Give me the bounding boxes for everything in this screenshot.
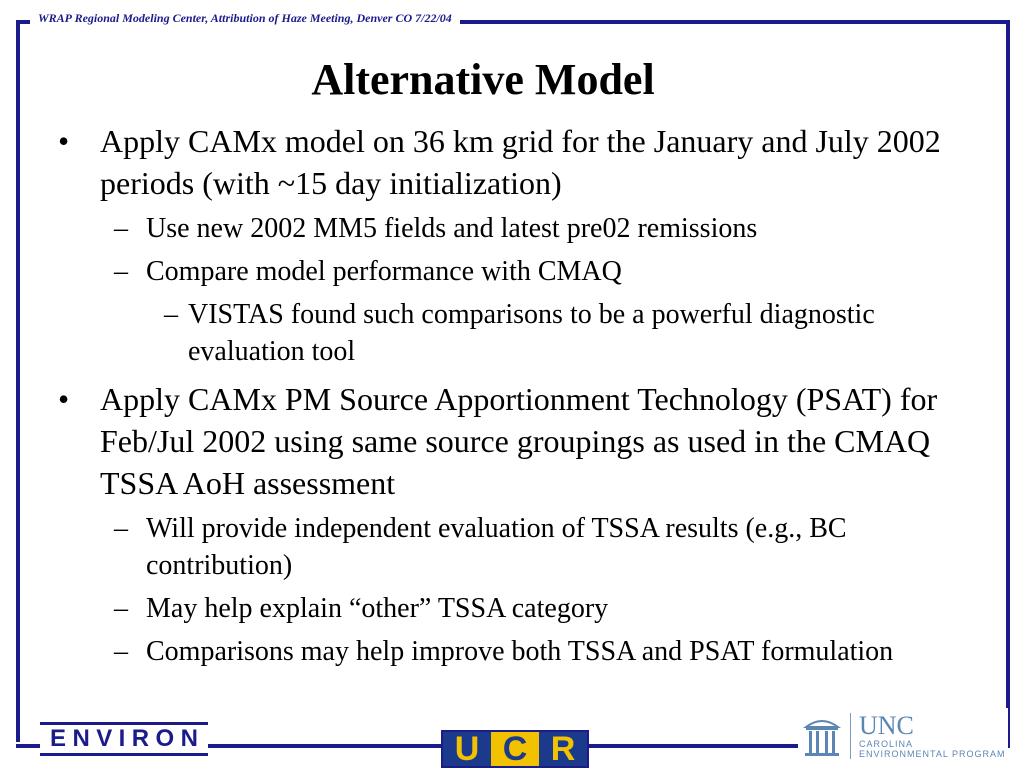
environ-logo	[40, 722, 208, 756]
dash-marker: –	[114, 256, 128, 287]
bullet-1-sub-1	[106, 210, 978, 247]
bullet-2-sub-1-text: Will provide independent evaluation of TSSA results (e.g., BC contribution)	[146, 513, 847, 581]
bullet-2-sub-3-text: Comparisons may help improve both TSSA and PSAT formulation	[146, 636, 894, 667]
environ-letter: I	[118, 725, 126, 752]
bullet-1-sub-2-sub-1-text: VISTAS found such comparisons to be a powerful diagnostic evaluation tool	[188, 299, 875, 367]
dash-marker: –	[114, 213, 128, 244]
bullet-2-sub-2-text: May help explain “other” TSSA category	[146, 593, 609, 624]
environ-letter: N	[72, 725, 90, 752]
ucr-letter-u: U	[443, 732, 491, 766]
unc-name: UNC	[859, 711, 914, 740]
slide-content	[58, 120, 978, 670]
ucr-logo	[441, 730, 589, 768]
ucr-letter-c: C	[491, 732, 539, 766]
bullet-1	[58, 120, 978, 204]
bullet-2	[58, 378, 978, 504]
slide-title: Alternative Model	[311, 55, 655, 104]
bullet-marker: •	[58, 381, 70, 417]
unc-line-1: CAROLINA	[859, 739, 914, 749]
environ-letter: E	[50, 725, 67, 752]
bullet-1-sub-2-text: Compare model performance with CMAQ	[146, 256, 622, 287]
bullet-2-text: Apply CAMx PM Source Apportionment Technology (PSAT) for Feb/Jul 2002 using same source groupings as used in the CMAQ TSSA AoH assessment	[100, 381, 938, 501]
slide-header: WRAP Regional Modeling Center, Attribution of Haze Meeting, Denver CO 7/22/04	[30, 11, 460, 26]
environ-letter: V	[96, 725, 113, 752]
old-well-icon	[802, 713, 842, 759]
environ-letter: R	[131, 725, 150, 752]
environ-letter: N	[180, 725, 198, 752]
bullet-1-sub-2	[106, 253, 978, 290]
bullet-2-sub-3	[106, 633, 978, 670]
unc-text	[859, 713, 1006, 759]
unc-line-2: ENVIRONMENTAL PROGRAM	[859, 749, 1006, 759]
dash-marker: –	[114, 513, 128, 544]
environ-letter: O	[155, 725, 175, 752]
dash-marker: –	[114, 593, 128, 624]
bullet-2-sub-1	[106, 510, 978, 584]
frame-right	[1006, 20, 1010, 748]
bullet-2-sub-2	[106, 590, 978, 627]
bullet-1-text: Apply CAMx model on 36 km grid for the January and July 2002 periods (with ~15 day initialization)	[100, 123, 941, 201]
ucr-letter-r: R	[539, 732, 587, 766]
frame-left	[16, 20, 20, 742]
unc-divider	[850, 713, 851, 759]
bullet-1-sub-1-text: Use new 2002 MM5 fields and latest pre02 remissions	[146, 213, 758, 244]
bullet-1-sub-2-sub-1	[164, 296, 978, 370]
dash-marker: –	[114, 636, 128, 667]
unc-logo	[798, 708, 1008, 764]
dash-marker: –	[164, 299, 178, 330]
bullet-marker: •	[58, 123, 70, 159]
